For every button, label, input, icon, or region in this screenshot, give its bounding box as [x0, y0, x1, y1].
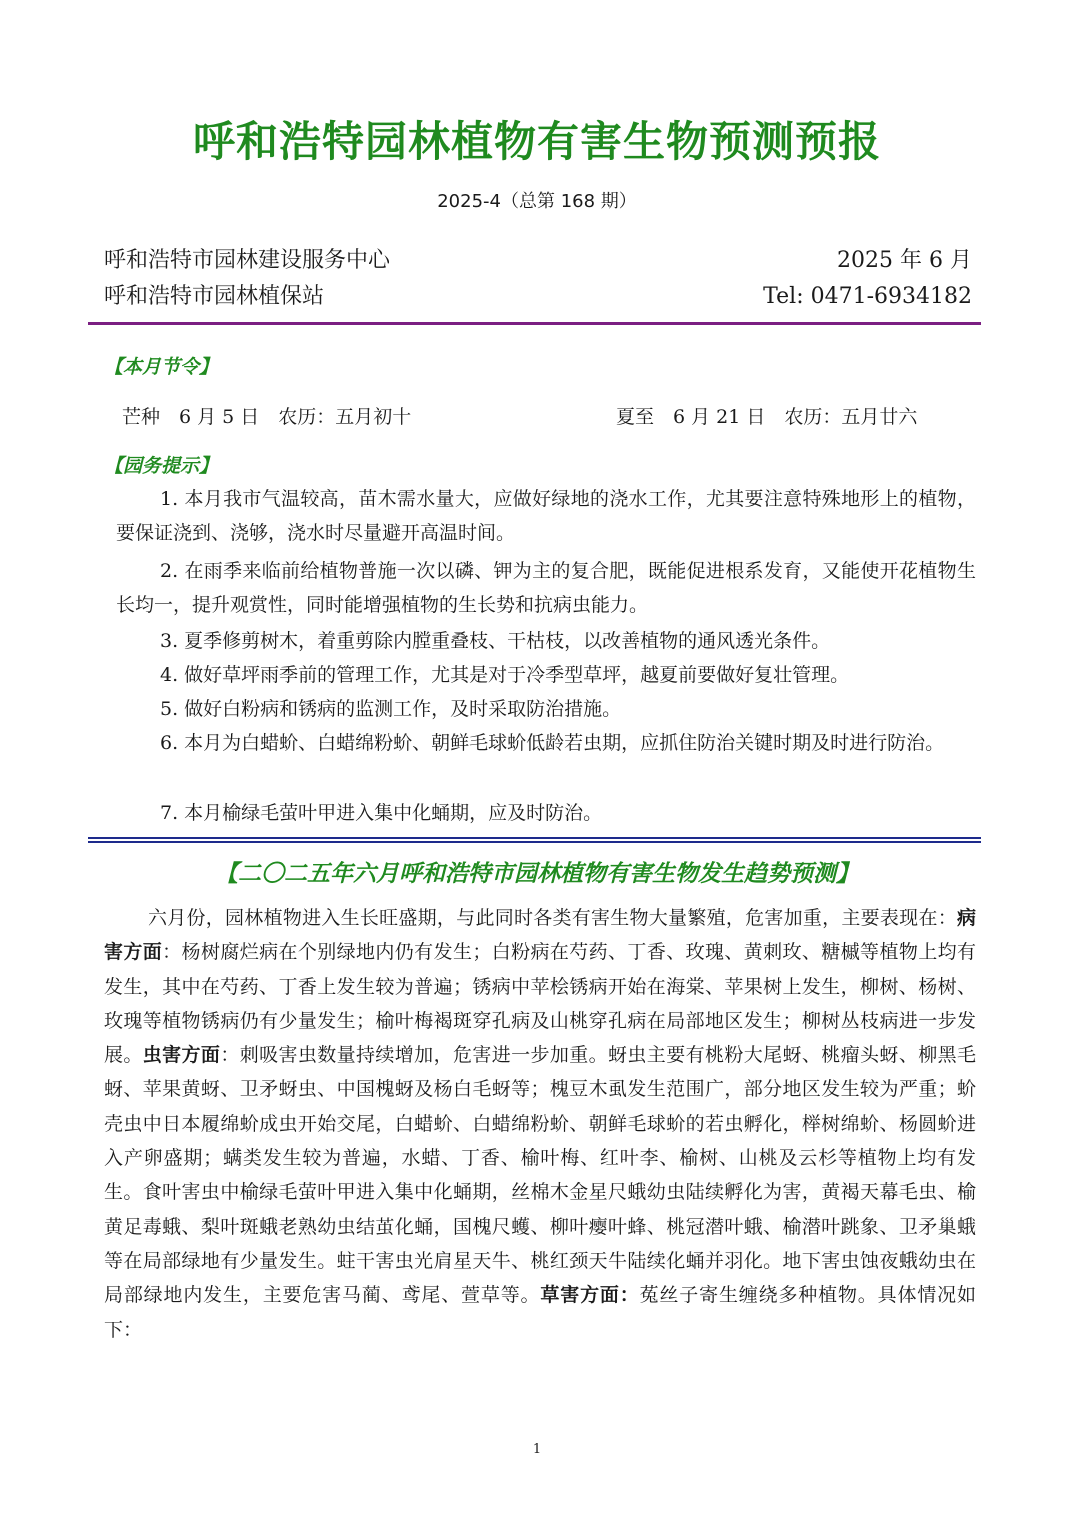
garden-tips-label: 【园务提示】 [104, 455, 219, 477]
tip-item-4: 4. 做好草坪雨季前的管理工作，尤其是对于冷季型草坪，越夏前要做好复壮管理。 [160, 664, 850, 686]
weed-label: 草害方面： [540, 1284, 640, 1307]
tip-item-2: 2. 在雨季来临前给植物普施一次以磷、钾为主的复合肥，既能促进根系发育，又能使开花植物生长均一，提升观赏性，同时能增强植物的生长势和抗病虫能力。 [116, 560, 976, 616]
page-number: 1 [532, 1442, 542, 1457]
issue-number: 2025-4（总第 168 期） [437, 191, 637, 212]
tip-item-7: 7. 本月榆绿毛萤叶甲进入集中化蛹期，应及时防治。 [160, 802, 603, 824]
header-divider [88, 322, 981, 325]
disease-text: ：杨树腐烂病在个别绿地内仍有发生；白粉病在芍药、丁香、玫瑰、黄刺玫、糖槭等植物上均有发生，其中在芍药、丁香上发生较为普遍；锈病中苹桧锈病开始在海棠、苹果树上发生，柳树、杨树、玫瑰等植物锈病仍有少量发生；榆叶梅褐斑穿孔病及山桃穿孔病在局部地区发生；柳树丛枝病进一步发展。 [104, 941, 976, 1067]
tip-item-1: 1. 本月我市气温较高，苗木需水量大，应做好绿地的浇水工作，尤其要注意特殊地形上的植物，要保证浇到、浇够，浇水时尽量避开高温时间。 [116, 488, 976, 544]
tip-item-3: 3. 夏季修剪树木，着重剪除内膛重叠枝、干枯枝，以改善植物的通风透光条件。 [160, 630, 831, 652]
weed-text: 菟丝子寄生缠绕多种植物。具体情况如下： [104, 1284, 976, 1341]
disease-label: 病害方面 [104, 907, 976, 964]
telephone: Tel: 0471-6934182 [763, 284, 972, 309]
header-row-1 [104, 244, 972, 278]
trend-intro: 六月份，园林植物进入生长旺盛期，与此同时各类有害生物大量繁殖，危害加重，主要表现在： [148, 907, 957, 929]
trend-paragraph [104, 901, 976, 1347]
pest-label: 虫害方面 [142, 1044, 221, 1067]
solar-term-xiazhi: 夏至 6 月 21 日 农历：五月廿六 [616, 406, 918, 428]
tip-item-6: 6. 本月为白蜡蚧、白蜡绵粉蚧、朝鲜毛球蚧低龄若虫期，应抓住防治关键时期及时进行防治。 [160, 732, 945, 754]
org-name-station: 呼和浩特市园林植保站 [104, 284, 325, 309]
solar-terms-label: 【本月节令】 [104, 356, 219, 378]
publish-date: 2025 年 6 月 [837, 248, 972, 273]
org-name-center: 呼和浩特市园林建设服务中心 [104, 248, 391, 273]
solar-term-mangzhong: 芒种 6 月 5 日 农历：五月初十 [122, 406, 412, 428]
section-divider [88, 837, 981, 843]
pest-text: ：刺吸害虫数量持续增加，危害进一步加重。蚜虫主要有桃粉大尾蚜、桃瘤头蚜、柳黑毛蚜、苹果黄蚜、卫矛蚜虫、中国槐蚜及杨白毛蚜等；槐豆木虱发生范围广，部分地区发生较为严重；蚧壳虫中日本履绵蚧成虫开始交尾，白蜡蚧、白蜡绵粉蚧、朝鲜毛球蚧的若虫孵化，榉树绵蚧、杨圆蚧进入产卵盛期；螨类发生较为普遍，水蜡、丁香、榆叶梅、红叶李、榆树、山桃及云杉等植物上均有发生。食叶害虫中榆绿毛萤叶甲进入集中化蛹期，丝棉木金星尺蛾幼虫陆续孵化为害，黄褐天幕毛虫、榆黄足毒蛾、梨叶斑蛾老熟幼虫结茧化蛹，国槐尺蠖、柳叶瘿叶蜂、桃冠潜叶蛾、榆潜叶跳象、卫矛巢蛾等在局部绿地有少量发生。蛀干害虫光肩星天牛、桃红颈天牛陆续化蛹并羽化。地下害虫蚀夜蛾幼虫在局部绿地内发生，主要危害马蔺、鸢尾、萱草等。 [104, 1044, 976, 1307]
page-title: 呼和浩特园林植物有害生物预测预报 [192, 117, 881, 166]
trend-heading: 【二〇二五年六月呼和浩特市园林植物有害生物发生趋势预测】 [215, 861, 859, 887]
tip-item-5: 5. 做好白粉病和锈病的监测工作，及时采取防治措施。 [160, 698, 622, 720]
header-row-2 [104, 280, 972, 314]
